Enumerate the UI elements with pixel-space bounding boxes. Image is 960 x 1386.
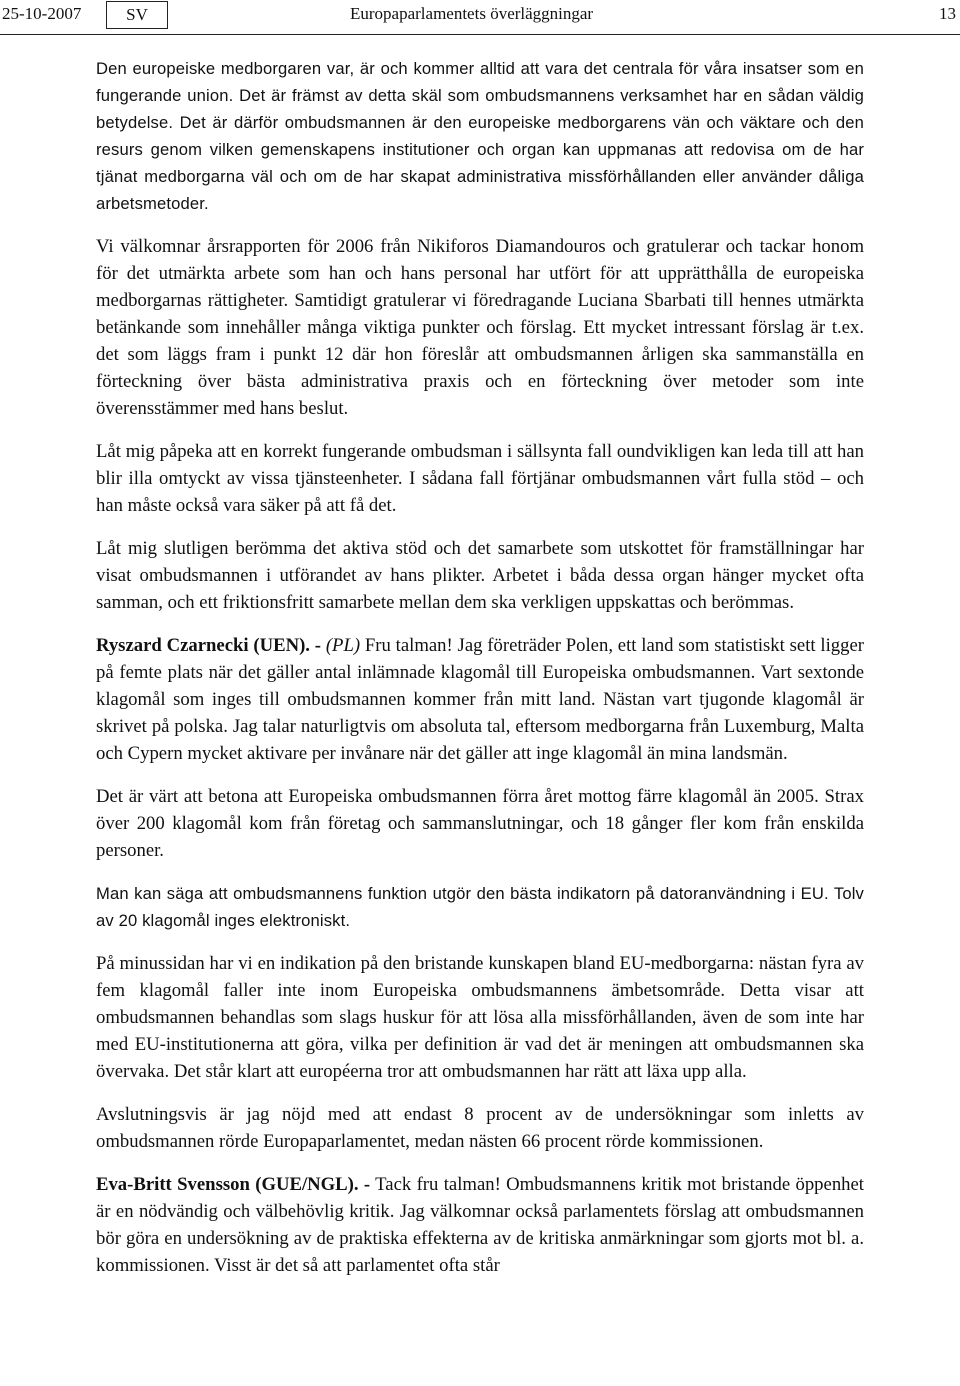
paragraph: Låt mig påpeka att en korrekt fungerande ombudsman i sällsynta fall oundvikligen kan leda till att han blir illa omtyckt av vissa tjänsteenheter. I sådana fall förtjänar ombudsmannen vårt fulla stöd – och han måste också vara säker på att få det. [96,441,864,516]
header-date: 25-10-2007 [2,4,82,23]
speaker-name: Eva-Britt Svensson (GUE/NGL). - [96,1174,371,1195]
header-title: Europaparlamentets överläggningar [350,4,594,23]
paragraph: Avslutningsvis är jag nöjd med att endast 8 procent av de undersökningar som inletts av ombudsmannen rörde Europaparlamentet, medan nästen 66 procent rörde kommissionen. [96,1104,864,1152]
paragraph: Den europeiske medborgaren var, är och kommer alltid att vara det centrala för våra insatser som en fungerande union. Det är främst av detta skäl som ombudsmannens verksamhet har en sådan väldig betydelse. Det är därför ombudsmannen är den europeiske medborgarens vän och väktare och den resurs genom vilken gemenskapens institutioner och organ kan uppmanas att redovisa om de har tjänat medborgarna väl och om de har skapat administrativa missförhållanden eller använder dåliga arbetsmetoder. [96,59,864,213]
document-body [96,55,864,1295]
speech-text: Fru talman! Jag företräder Polen, ett land som statistiskt sett ligger på femte plats när det gäller antal inlämnade klagomål till Europeiska ombudsmannen. Vart sextonde klagomål som inges till ombudsmannen kommer från mitt land. Nästan vart tjugonde klagomål är skrivet på polska. Jag talar naturligtvis om absoluta tal, eftersom medborgarna från Luxemburg, Malta och Cypern mycket aktivare per invånare när det gäller att inge klagomål än mina landsmän. [96,635,864,764]
paragraph: Man kan säga att ombudsmannens funktion utgör den bästa indikatorn på datoranvändning i EU. Tolv av 20 klagomål inges elektroniskt. [96,884,864,930]
paragraph: Vi välkomnar årsrapporten för 2006 från Nikiforos Diamandouros och gratulerar och tackar honom för det utmärkta arbete som han och hans personal har utfört för att upprätthålla de europeiska medborgarnas rättigheter. Samtidigt gratulerar vi föredragande Luciana Sbarbati till hennes utmärkta betänkande som innehåller många viktiga punkter och förslag. Ett mycket intressant förslag är t.ex. det som läggs fram i punkt 12 där hon föreslår att ombudsmannen årligen ska sammanställa en förteckning över bästa administrativa praxis och en förteckning över metoder som inte överensstämmer med hans beslut. [96,236,864,419]
speech-text: Tack fru talman! Ombudsmannens kritik mot bristande öppenhet är en nödvändig och välbehövlig kritik. Jag välkomnar också parlamentets förslag att ombudsmannen bör göra en undersökning av de praktiska effekterna av de kritiska anmärkningar som gjorts mot bl. a. kommissionen. Visst är det så att parlamentet ofta står [96,1174,864,1276]
speaker-name: Ryszard Czarnecki (UEN). - [96,635,322,656]
speech-paragraph [96,1171,864,1279]
paragraph: Det är värt att betona att Europeiska ombudsmannen förra året mottog färre klagomål än 2005. Strax över 200 klagomål kom från företag och sammanslutningar, och 18 gånger fler kom från enskilda personer. [96,786,864,861]
paragraph: På minussidan har vi en indikation på den bristande kunskapen bland EU-medborgarna: nästan fyra av fem klagomål faller inte inom Europeiska ombudsmannens ämbetsområde. Detta visar att ombudsmannen behandlas som slags huskur för att lösa alla missförhållanden, även de som inte har med EU-institutionerna att göra, vilka per definition är vad det är meningen att ombudsmannen ska övervaka. Det står klart att européerna tror att ombudsmannen har rätt att läxa upp alla. [96,953,864,1082]
language-code-box: SV [106,1,168,29]
language-tag: (PL) [325,635,361,656]
speech-paragraph [96,632,864,767]
page-header [0,0,960,35]
page-number: 13 [939,4,956,23]
paragraph: Låt mig slutligen berömma det aktiva stöd och det samarbete som utskottet för framställningar har visat ombudsmannen i utförandet av hans plikter. Arbetet i båda dessa organ hänger mycket ofta samman, och ett friktionsfritt samarbete mellan dem ska verkligen uppskattas och berömmas. [96,538,864,613]
